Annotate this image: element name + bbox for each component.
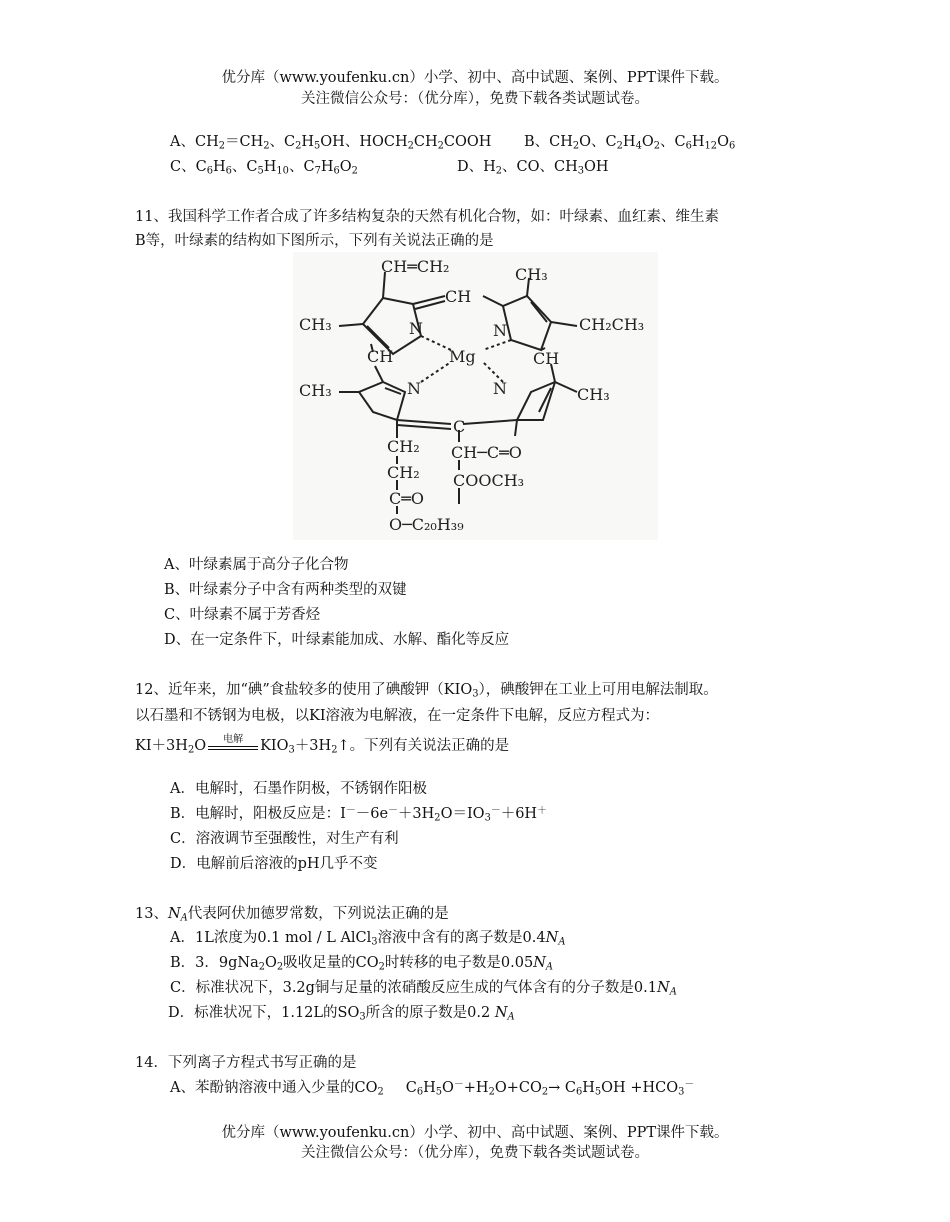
fig-label-c-mid: C <box>453 417 466 436</box>
q10-option-d: D、$H_2$、CO、$CH_3OH$ <box>457 159 609 177</box>
q10-option-c: C、$C_6H_6$、$C_5H_{10}$、$C_7H_6O_2$ <box>170 159 358 177</box>
header-line-1: 优分库（www.youfenku.cn）小学、初中、高中试题、案例、PPT课件下载。 <box>221 70 729 86</box>
fig-label-ch3-left: CH₃ <box>299 315 332 334</box>
q13-option-a: A．1L浓度为0.1 mol / L AlCl$_3$溶液中含有的离子数是$0.4N_A$ <box>170 930 566 948</box>
fig-label-c-eq-o: C═O <box>389 489 424 508</box>
q11-option-b: B、叶绿素分子中含有两种类型的双键 <box>164 582 407 598</box>
fig-label-ch2-2: CH₂ <box>387 463 420 482</box>
q12-stem-line-2: 以石墨和不锈钢为电极，以KI溶液为电解液，在一定条件下电解，反应方程式为： <box>135 708 660 724</box>
q13-option-d: D．标准状况下，1.12L的$SO_3$所含的原子数是0.2 $N_A$ <box>168 1005 515 1023</box>
fig-label-ch-bridge-top: CH <box>445 287 472 306</box>
fig-label-n-top-left: N <box>409 319 423 338</box>
q13-stem: 13、$N_A$代表阿伏加德罗常数，下列说法正确的是 <box>135 906 449 924</box>
q12-option-d: D．电解前后溶液的pH几乎不变 <box>170 856 378 872</box>
q12-equation: $KI+3H_2O$ 电解 $KIO_3+3H_2↑$。下列有关说法正确的是 <box>135 734 509 755</box>
q14-option-a: A、苯酚钠溶液中通入少量的$CO_2$ $C_6H_5O^-+H_2O+CO_2\to C_6H_5OH +HCO_3^-$ <box>170 1079 695 1098</box>
footer-line-2: 关注微信公众号：（优分库），免费下载各类试题试卷。 <box>301 1145 649 1161</box>
fig-label-ch2-1: CH₂ <box>387 437 420 456</box>
header-line-2: 关注微信公众号：（优分库），免费下载各类试题试卷。 <box>301 91 649 107</box>
q11-option-a: A、叶绿素属于高分子化合物 <box>164 557 349 573</box>
chlorophyll-structure-svg <box>293 252 658 540</box>
q12-option-c: C．溶液调节至强酸性，对生产有利 <box>170 831 399 847</box>
fig-label-ch3-left-2: CH₃ <box>299 381 332 400</box>
chlorophyll-structure-figure <box>293 252 658 540</box>
electrolysis-equals-sign <box>208 734 258 752</box>
q12-option-b: B．电解时，阳极反应是：$I^--6e^-+3H_2O=IO_3^-+6H^+$ <box>170 805 547 824</box>
q12-option-a: A．电解时，石墨作阴极，不锈钢作阳极 <box>170 781 427 797</box>
fig-label-mg: Mg <box>449 347 476 366</box>
q11-stem-line-1: 11、我国科学工作者合成了许多结构复杂的天然有机化合物，如：叶绿素、血红素、维生素 <box>135 209 719 225</box>
fig-label-ch-ketone: CH─C═O <box>451 443 522 462</box>
electrolysis-label: 电解 <box>223 734 244 745</box>
fig-label-ch3-right-2: CH₃ <box>577 385 610 404</box>
fig-label-n-top-right: N <box>493 321 507 340</box>
q11-stem-line-2: B等，叶绿素的结构如下图所示，下列有关说法正确的是 <box>135 233 494 249</box>
q14-stem: 14．下列离子方程式书写正确的是 <box>135 1055 357 1071</box>
q11-option-c: C、叶绿素不属于芳香烃 <box>164 607 321 623</box>
q13-option-b: B．3．$9gNa_2O_2$吸收足量的$CO_2$时转移的电子数是$0.05N_A$ <box>170 955 553 973</box>
fig-label-o-c20h39: O─C₂₀H₃₉ <box>389 515 464 534</box>
q13-option-c: C．标准状况下，3.2g铜与足量的浓硝酸反应生成的气体含有的分子数是$0.1N_A$ <box>170 980 677 998</box>
fig-label-n-bottom-left: N <box>407 379 421 398</box>
fig-label-ch3-top-right: CH₃ <box>515 265 548 284</box>
q11-option-d: D、在一定条件下，叶绿素能加成、水解、酯化等反应 <box>164 632 510 648</box>
q10-option-b: B、$CH_2O$、$C_2H_4O_2$、$C_6H_{12}O_6$ <box>524 134 736 152</box>
q12-stem-line-1: 12、近年来，加“碘”食盐较多的使用了碘酸钾$(KIO_3)$，碘酸钾在工业上可用电解法制取。 <box>135 682 718 700</box>
fig-label-ch-right: CH <box>533 349 560 368</box>
fig-label-vinyl: CH═CH₂ <box>381 257 450 276</box>
fig-label-cooch3: COOCH₃ <box>453 471 525 490</box>
fig-label-ch2ch3: CH₂CH₃ <box>579 315 645 334</box>
q10-option-a: A、$CH_2=CH_2$、$C_2H_5OH$、$HOCH_2CH_2COOH$ <box>170 134 492 152</box>
footer-line-1: 优分库（www.youfenku.cn）小学、初中、高中试题、案例、PPT课件下载。 <box>221 1125 729 1141</box>
fig-label-ch-left: CH <box>367 347 394 366</box>
fig-label-n-bottom-right: N <box>493 379 507 398</box>
